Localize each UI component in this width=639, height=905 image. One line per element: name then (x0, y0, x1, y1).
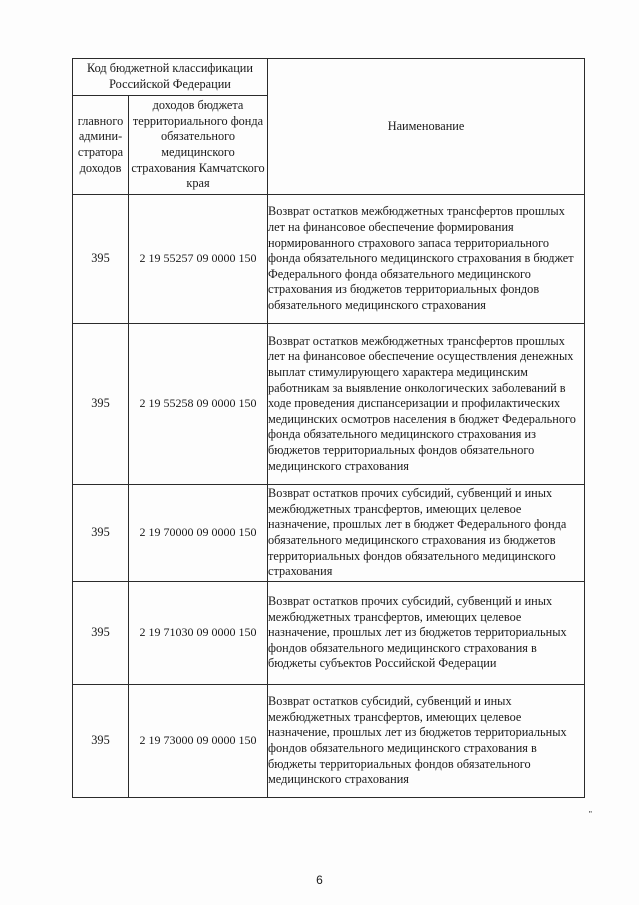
admin-code-cell: 395 (73, 582, 129, 685)
header-fund-revenue: доходов бюджета территориального фонда обязательного медицинского страхования Камчатского края (129, 96, 268, 195)
name-cell: Возврат остатков межбюджетных трансфертов прошлых лет на финансовое обеспечение формирования нормированного страхового запаса территориального фонда обязательного медицинского страхования в бюджет Федерального фонда обязательного медицинского страхования из бюджетов территориальных фондов обязательного медицинского страхования (268, 195, 585, 324)
table-row (73, 485, 585, 582)
header-name: Наименование (268, 59, 585, 195)
table-row (73, 195, 585, 324)
page-number: 6 (316, 873, 323, 887)
header-row-group (73, 59, 585, 96)
budget-classification-table (72, 58, 585, 798)
table-row (73, 582, 585, 685)
admin-code-cell: 395 (73, 485, 129, 582)
table-row (73, 685, 585, 798)
revenue-code-cell: 2 19 73000 09 0000 150 (129, 685, 268, 798)
revenue-code-cell: 2 19 71030 09 0000 150 (129, 582, 268, 685)
revenue-code-cell: 2 19 55258 09 0000 150 (129, 324, 268, 485)
header-classification-code: Код бюджетной классификации Российской Федерации (73, 59, 268, 96)
admin-code-cell: 395 (73, 195, 129, 324)
revenue-code-cell: 2 19 55257 09 0000 150 (129, 195, 268, 324)
revenue-code-cell: 2 19 70000 09 0000 150 (129, 485, 268, 582)
name-cell: Возврат остатков межбюджетных трансфертов прошлых лет на финансовое обеспечение осуществления денежных выплат стимулирующего характера медицинским работникам за выявление онкологических заболеваний в ходе проведения диспансеризации и профилактических медицинских осмотров населения в бюджет Федерального фонда обязательного медицинского страхования из бюджетов территориальных фондов обязательного медицинского страхования (268, 324, 585, 485)
corner-mark: " (589, 810, 592, 819)
admin-code-cell: 395 (73, 324, 129, 485)
name-cell: Возврат остатков субсидий, субвенций и иных межбюджетных трансфертов, имеющих целевое назначение, прошлых лет из бюджетов территориальных фондов обязательного медицинского страхования в бюджеты территориальных фондов обязательного медицинского страхования (268, 685, 585, 798)
header-chief-administrator: главного админи-стратора доходов (73, 96, 129, 195)
admin-code-cell: 395 (73, 685, 129, 798)
table-row (73, 324, 585, 485)
name-cell: Возврат остатков прочих субсидий, субвенций и иных межбюджетных трансфертов, имеющих целевое назначение, прошлых лет в бюджет Федерального фонда обязательного медицинского страхования из бюджетов территориальных фондов обязательного медицинского страхования (268, 485, 585, 582)
name-cell: Возврат остатков прочих субсидий, субвенций и иных межбюджетных трансфертов, имеющих целевое назначение, прошлых лет из бюджетов территориальных фондов обязательного медицинского страхования в бюджеты субъектов Российской Федерации (268, 582, 585, 685)
